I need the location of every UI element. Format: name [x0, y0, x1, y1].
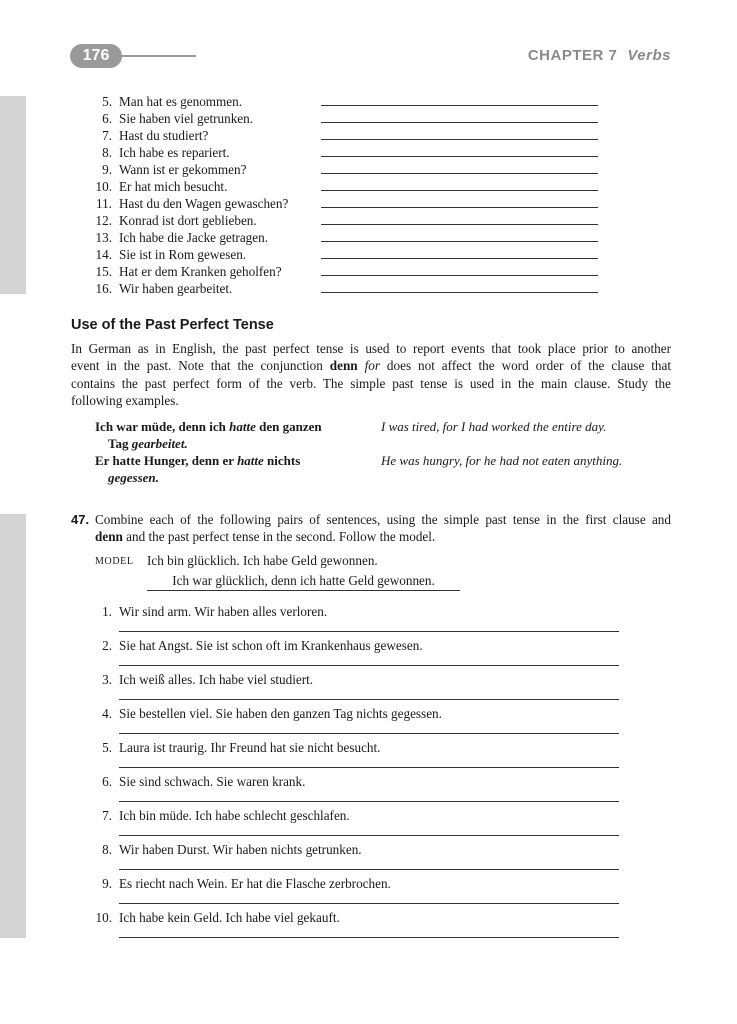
question-number: 12. — [95, 213, 112, 228]
sentence-item — [92, 773, 305, 790]
sentence-item — [92, 807, 350, 824]
header-rule — [120, 55, 196, 57]
page-number-badge: 176 — [70, 44, 122, 68]
question-item — [84, 212, 257, 229]
sentence-text: Sie sind schwach. Sie waren krank. — [119, 774, 306, 789]
sentence-text: Wir haben Durst. Wir haben nichts getrunken. — [119, 842, 362, 857]
question-text: Sie ist in Rom gewesen. — [119, 247, 247, 262]
paragraph-text: event in the past. Note that the conjunction — [71, 358, 330, 374]
question-item — [84, 161, 246, 178]
paragraph-line: contains the past perfect form of the verb. The simple past tense is used in the main clause. Study the — [71, 375, 671, 391]
sentence-number: 10. — [95, 910, 112, 925]
question-number: 9. — [102, 162, 112, 177]
question-number: 15. — [95, 264, 112, 279]
sentence-number: 8. — [102, 842, 112, 857]
sentence-item — [92, 875, 391, 892]
answer-line[interactable] — [321, 258, 598, 259]
answer-line[interactable] — [321, 156, 598, 157]
chapter-label: CHAPTER 7 — [527, 47, 618, 64]
sentence-text: Wir sind arm. Wir haben alles verloren. — [119, 604, 328, 619]
sentence-number: 7. — [102, 808, 112, 823]
answer-line[interactable] — [321, 173, 598, 174]
answer-line[interactable] — [119, 767, 619, 768]
question-text: Man hat es genommen. — [119, 94, 243, 109]
sentence-number: 9. — [102, 876, 112, 891]
question-item — [84, 263, 282, 280]
question-number: 7. — [102, 128, 112, 143]
question-text: Ich habe die Jacke getragen. — [119, 230, 269, 245]
example-english: He was hungry, for he had not eaten anything. — [381, 453, 623, 468]
question-number: 16. — [95, 281, 112, 296]
question-number: 14. — [95, 247, 112, 262]
question-text: Ich habe es repariert. — [119, 145, 230, 160]
question-text: Sie haben viel getrunken. — [119, 111, 254, 126]
question-item — [84, 144, 230, 161]
sentence-item — [92, 603, 327, 620]
question-item — [84, 229, 268, 246]
question-item — [84, 178, 227, 195]
instruction-line: denn and the past perfect tense in the second. Follow the model. — [95, 529, 436, 545]
sentence-text: Laura ist traurig. Ihr Freund hat sie nicht besucht. — [119, 740, 381, 755]
paragraph-line: following examples. — [71, 392, 179, 408]
answer-line[interactable] — [119, 733, 619, 734]
question-text: Hast du studiert? — [119, 128, 209, 143]
answer-line[interactable] — [119, 665, 619, 666]
sentence-text: Sie bestellen viel. Sie haben den ganzen Tag nichts gegessen. — [119, 706, 442, 721]
paragraph-text — [358, 358, 365, 373]
sentence-item — [92, 841, 362, 858]
sentence-item — [92, 909, 340, 926]
sentence-item — [92, 671, 313, 688]
sentence-text: Ich bin müde. Ich habe schlecht geschlafen. — [119, 808, 350, 823]
answer-line[interactable] — [321, 241, 598, 242]
answer-line[interactable] — [119, 631, 619, 632]
example-line: gegessen. — [108, 470, 159, 485]
question-number: 13. — [95, 230, 112, 245]
paragraph-text: does not affect the word order of the clause that — [379, 358, 672, 374]
answer-line[interactable] — [321, 139, 598, 140]
sentence-text: Sie hat Angst. Sie ist schon oft im Krankenhaus gewesen. — [119, 638, 423, 653]
example-line: Ich war müde, denn ich hatte den ganzen — [95, 419, 322, 434]
sentence-item — [92, 739, 380, 756]
question-number: 6. — [102, 111, 112, 126]
conjunction-term: denn — [95, 529, 123, 545]
question-item — [84, 280, 232, 297]
sentence-text: Ich habe kein Geld. Ich habe viel gekauft. — [119, 910, 340, 925]
example-english: I was tired, for I had worked the entire day. — [381, 419, 607, 434]
example-german — [95, 452, 365, 486]
sentence-number: 6. — [102, 774, 112, 789]
answer-line[interactable] — [321, 292, 598, 293]
question-text: Hast du den Wagen gewaschen? — [119, 196, 289, 211]
question-text: Wir haben gearbeitet. — [119, 281, 233, 296]
answer-line[interactable] — [321, 122, 598, 123]
section-heading: Use of the Past Perfect Tense — [71, 317, 274, 333]
sentence-number: 2. — [102, 638, 112, 653]
running-head — [528, 47, 671, 64]
answer-line[interactable] — [321, 190, 598, 191]
answer-line[interactable] — [119, 835, 619, 836]
side-thumb-tab-upper — [0, 96, 26, 294]
exercise-number: 47. — [71, 512, 90, 527]
question-number: 10. — [95, 179, 112, 194]
answer-line[interactable] — [119, 937, 619, 938]
instruction-line: Combine each of the following pairs of sentences, using the simple past tense in the first clause and — [95, 512, 671, 527]
question-number: 11. — [96, 196, 112, 211]
model-question: Ich bin glücklich. Ich habe Geld gewonnen. — [147, 553, 378, 568]
sentence-number: 4. — [102, 706, 112, 721]
answer-line[interactable] — [119, 869, 619, 870]
model-label: MODEL — [95, 556, 134, 567]
question-text: Hat er dem Kranken geholfen? — [119, 264, 282, 279]
sentence-item — [92, 705, 442, 722]
exercise-instructions — [95, 511, 671, 546]
answer-line[interactable] — [119, 699, 619, 700]
question-text: Konrad ist dort geblieben. — [119, 213, 257, 228]
question-number: 8. — [102, 145, 112, 160]
sentence-text: Ich weiß alles. Ich habe viel studiert. — [119, 672, 314, 687]
question-item — [84, 195, 288, 212]
example-german — [95, 418, 365, 452]
answer-line[interactable] — [119, 903, 619, 904]
sentence-number: 3. — [102, 672, 112, 687]
side-thumb-tab-lower — [0, 514, 26, 938]
question-text: Er hat mich besucht. — [119, 179, 228, 194]
question-item — [84, 246, 246, 263]
sentence-number: 5. — [102, 740, 112, 755]
conjunction-term: denn — [329, 358, 358, 374]
example-line: Tag gearbeitet. — [108, 436, 188, 451]
paragraph-line — [71, 357, 671, 374]
paragraph-line: In German as in English, the past perfect tense is used to report events that took place prior to another — [71, 341, 671, 356]
answer-line[interactable] — [321, 207, 598, 208]
answer-line[interactable] — [321, 224, 598, 225]
model-answer: Ich war glücklich, denn ich hatte Geld gewonnen. — [147, 572, 460, 591]
question-text: Wann ist er gekommen? — [119, 162, 247, 177]
conjunction-translation: for — [364, 358, 380, 374]
answer-line[interactable] — [321, 105, 598, 106]
sentence-item — [92, 637, 423, 654]
sentence-number: 1. — [102, 604, 112, 619]
question-item — [84, 127, 208, 144]
question-item — [84, 110, 253, 127]
question-item — [84, 93, 242, 110]
example-line: Er hatte Hunger, denn er hatte nichts — [95, 453, 301, 468]
answer-line[interactable] — [119, 801, 619, 802]
answer-line[interactable] — [321, 275, 598, 276]
sentence-text: Es riecht nach Wein. Er hat die Flasche zerbrochen. — [119, 876, 391, 891]
chapter-title: Verbs — [627, 47, 671, 64]
section-paragraph — [71, 340, 671, 409]
question-number: 5. — [102, 94, 112, 109]
